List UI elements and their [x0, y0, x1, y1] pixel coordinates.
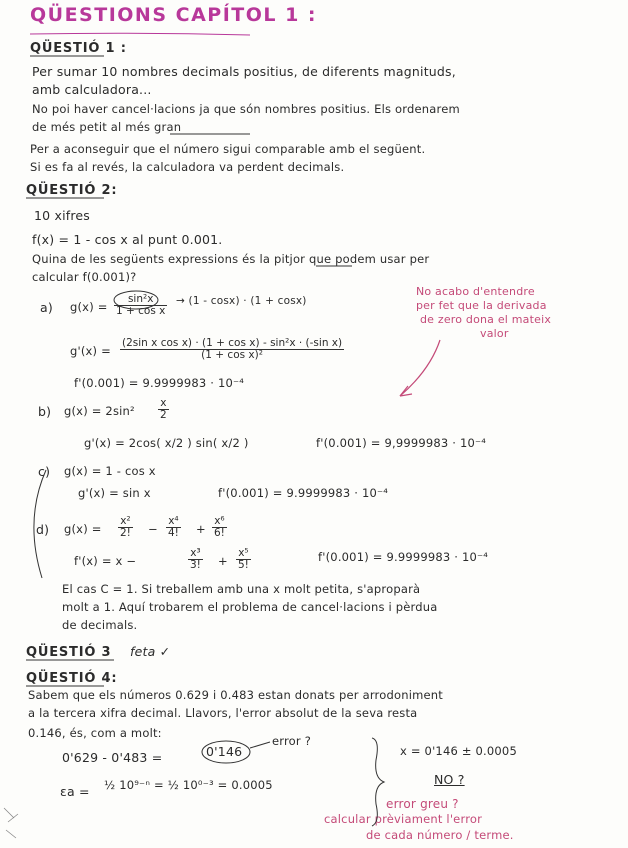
option-d-deriv-term-2 [236, 548, 251, 571]
option-d-term-3 [212, 516, 227, 539]
option-a-deriv-den: (1 + cos x)² [201, 349, 263, 362]
option-a-label: a) [40, 300, 53, 315]
title-underline [30, 33, 250, 35]
q4-calcular-2: de cada número / terme. [366, 828, 514, 842]
option-d-term-2-den: 4! [168, 527, 179, 540]
option-d-term-1 [118, 516, 133, 539]
option-b-lhs: g(x) = 2sin² [64, 404, 135, 418]
option-b-value: f'(0.001) = 9,9999983 · 10⁻⁴ [316, 436, 487, 450]
note-arrowhead [400, 386, 412, 396]
q2-intro-4: calcular f(0.001)? [32, 270, 137, 284]
note-arrow [400, 340, 440, 396]
option-d-term-1-num: x² [118, 516, 133, 528]
q4-error-question: error ? [272, 734, 311, 748]
q2-intro-3: Quina de les següents expressions és la pitjor que podem usar per [32, 252, 430, 266]
option-d-deriv-lhs: f'(x) = x − [74, 554, 137, 568]
q4-ea-label: εa = [60, 784, 90, 799]
q4-error-greu: error greu ? [386, 797, 459, 811]
q2-intro-1: 10 xifres [34, 208, 91, 223]
option-a-fraction [114, 294, 167, 317]
option-c-deriv: g'(x) = sin x [78, 486, 151, 500]
option-c-lhs: g(x) = 1 - cos x [64, 464, 156, 478]
option-c-label: c) [38, 464, 51, 479]
q1-line-6: Si es fa al revés, la calculadora va perdent decimals. [30, 160, 345, 174]
option-b-deriv: g'(x) = 2cos( x/2 ) sin( x/2 ) [84, 436, 249, 450]
q2-heading: QÜESTIÓ 2: [26, 183, 118, 198]
option-a-rest: → (1 - cosx) · (1 + cosx) [176, 295, 307, 307]
q1-line-3: No poi haver cancel·lacions ja que són nombres positius. Els ordenarem [32, 102, 460, 116]
option-a-value: f'(0.001) = 9.9999983 · 10⁻⁴ [74, 376, 245, 390]
q4-line-2: a la tercera xifra decimal. Llavors, l'error absolut de la seva resta [28, 706, 418, 720]
option-a-deriv-num: (2sin x cos x) · (1 + cos x) - sin²x · (-sin x) [122, 337, 343, 349]
q4-x-result: x = 0'146 ± 0.0005 [400, 744, 517, 758]
option-d-term-3-den: 6! [214, 527, 225, 540]
option-d-term-1-den: 2! [120, 527, 131, 540]
option-b-num: x [158, 398, 169, 410]
q4-no: NO ? [434, 772, 465, 787]
q4-calcular-1: calcular prèviament l'error [324, 812, 483, 826]
q2-intro-2: f(x) = 1 - cos x al punt 0.001. [32, 232, 223, 247]
q4-ea-expr: ½ 10⁹⁻ⁿ = ½ 10⁰⁻³ = 0.0005 [104, 778, 273, 792]
page-title: QÜESTIONS CAPÍTOL 1 : [30, 4, 318, 26]
q4-calc: 0'629 - 0'483 = [62, 750, 163, 765]
q2-conclusion-2: molt a 1. Aquí trobarem el problema de cancel·lacions i pèrdua [62, 600, 438, 614]
option-d-term-2-num: x⁴ [166, 516, 181, 528]
option-a-lhs: g(x) = [70, 300, 108, 314]
option-d-label: d) [36, 522, 50, 537]
option-c-value: f'(0.001) = 9.9999983 · 10⁻⁴ [218, 486, 389, 500]
option-d-deriv-term-1-den: 3! [190, 559, 201, 572]
q3-status: feta ✓ [130, 644, 171, 659]
q3-heading: QÜESTIÓ 3 [26, 645, 112, 660]
option-d-term-3-num: x⁶ [212, 516, 227, 528]
option-d-plus: + [196, 522, 206, 536]
q1-line-5: Per a aconseguir que el número sigui comparable amb el següent. [30, 142, 426, 156]
q1-line-4: de més petit al més gran [32, 120, 182, 134]
option-d-deriv-term-2-num: x⁵ [236, 548, 251, 560]
q4-heading: QÜESTIÓ 4: [26, 671, 118, 686]
result-pointer [250, 742, 270, 748]
option-b-den: 2 [160, 409, 167, 422]
q1-line-1: Per sumar 10 nombres decimals positius, de diferents magnituds, [32, 64, 456, 79]
option-a-deriv-fraction [120, 338, 344, 361]
option-b-fraction [158, 398, 169, 421]
q2-conclusion-1: El cas C = 1. Si treballem amb una x molt petita, s'aproparà [62, 582, 421, 596]
option-d-deriv-term-1-num: x³ [188, 548, 203, 560]
q1-heading: QÜESTIÓ 1 : [30, 41, 127, 56]
note-line-1: No acabo d'entendre [416, 285, 535, 298]
option-b-label: b) [38, 404, 52, 419]
option-d-minus: − [148, 522, 158, 536]
option-a-deriv-lhs: g'(x) = [70, 344, 111, 358]
note-line-2: per fet que la derivada [416, 299, 547, 312]
q2-conclusion-3: de decimals. [62, 618, 138, 632]
note-line-4: valor [480, 327, 509, 340]
q4-line-1: Sabem que els números 0.629 i 0.483 estan donats per arrodoniment [28, 688, 443, 702]
q4-line-3: 0.146, és, com a molt: [28, 726, 162, 740]
option-a-den: 1 + cos x [116, 305, 166, 318]
corner-scribble [4, 808, 18, 838]
option-d-term-2 [166, 516, 181, 539]
note-line-3: de zero dona el mateix [420, 313, 552, 326]
option-d-deriv-term-1 [188, 548, 203, 571]
q1-line-2: amb calculadora... [32, 82, 152, 97]
option-d-value: f'(0.001) = 9.9999983 · 10⁻⁴ [318, 550, 489, 564]
q4-result: 0'146 [206, 744, 243, 759]
option-d-deriv-plus: + [218, 554, 228, 568]
option-d-deriv-term-2-den: 5! [238, 559, 249, 572]
option-a-num: sin²x [114, 294, 167, 306]
option-d-lhs: g(x) = [64, 522, 102, 536]
